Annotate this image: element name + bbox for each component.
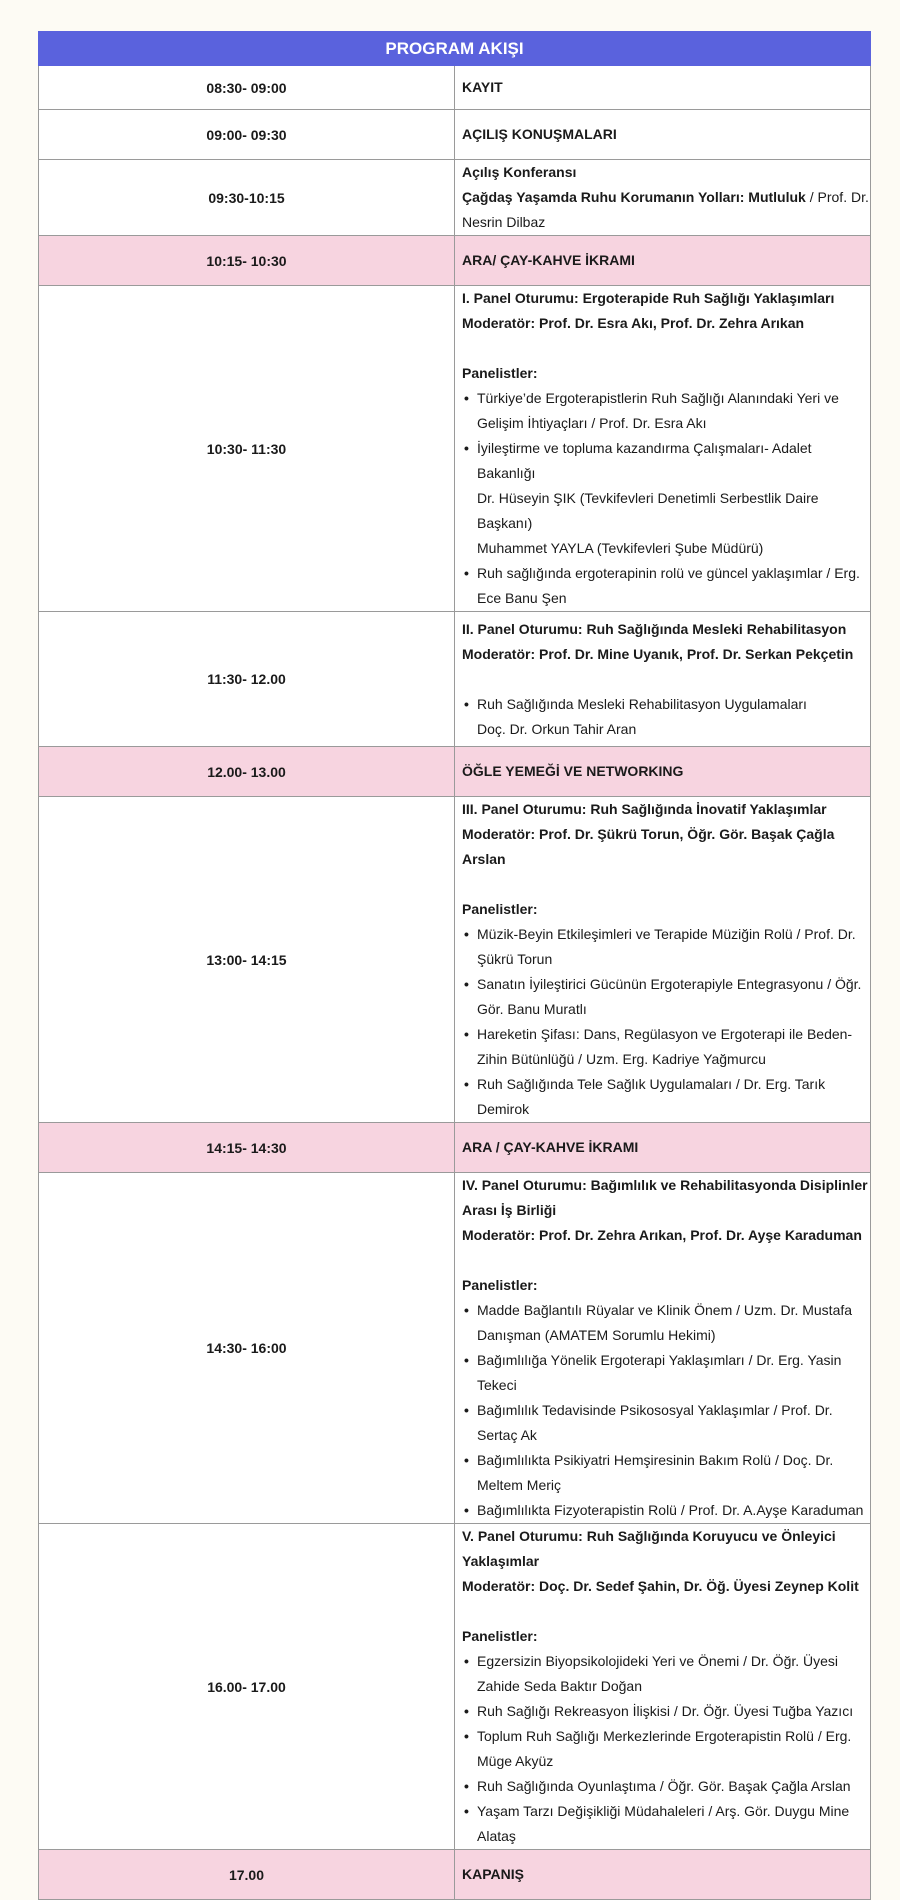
panelist-item [462, 1022, 870, 1072]
session-line: Moderatör: Prof. Dr. Mine Uyanık, Prof. Dr. Serkan Pekçetin [462, 645, 854, 662]
session-heading [462, 897, 870, 922]
panelist-item [462, 561, 870, 611]
panelist-text: Ruh sağlığında ergoterapinin rolü ve güncel yaklaşımlar / Erg. Ece Banu Şen [477, 565, 860, 606]
session-heading [462, 311, 870, 336]
session-heading [462, 248, 870, 273]
session-line: Moderatör: Prof. Dr. Şükrü Torun, Öğr. Gör. Başak Çağla Arslan [462, 826, 835, 867]
session-heading [462, 361, 870, 386]
schedule-row [39, 236, 871, 286]
schedule-row [39, 1173, 871, 1524]
time-cell: 10:30- 11:30 [39, 286, 455, 612]
panelist-text: Bağımlılık Tedavisinde Psikososyal Yaklaşımlar / Prof. Dr. Sertaç Ak [477, 1402, 833, 1443]
panelist-text: Müzik-Beyin Etkileşimleri ve Terapide Müziğin Rolü / Prof. Dr. Şükrü Torun [477, 926, 856, 967]
program-title: PROGRAM AKIŞI [39, 32, 871, 66]
panelist-list [462, 1649, 870, 1849]
schedule-row [39, 612, 871, 747]
session-cell [455, 747, 871, 797]
session-cell [455, 612, 871, 747]
spacer [462, 336, 870, 361]
panelist-item [462, 1298, 870, 1348]
session-heading [462, 1624, 870, 1649]
panelist-list [462, 922, 870, 1122]
time-cell: 13:00- 14:15 [39, 797, 455, 1123]
panelist-item [462, 922, 870, 972]
time-cell: 14:15- 14:30 [39, 1123, 455, 1173]
time-cell: 09:30-10:15 [39, 160, 455, 236]
time-cell: 10:15- 10:30 [39, 236, 455, 286]
speaker-name: / Prof. Dr. Nesrin Dilbaz [462, 189, 869, 230]
session-line: ÖĞLE YEMEĞİ VE NETWORKING [462, 763, 684, 779]
time-cell: 16.00- 17.00 [39, 1524, 455, 1850]
session-cell [455, 236, 871, 286]
time-cell: 12.00- 13.00 [39, 747, 455, 797]
time-cell: 17.00 [39, 1850, 455, 1900]
session-heading [462, 759, 870, 784]
panelist-item [462, 436, 870, 561]
panelist-list [462, 692, 870, 742]
schedule-row [39, 747, 871, 797]
session-cell [455, 1524, 871, 1850]
session-heading [462, 642, 870, 667]
session-line: Moderatör: Prof. Dr. Esra Akı, Prof. Dr. Zehra Arıkan [462, 315, 805, 331]
session-heading [462, 1862, 870, 1887]
session-heading [462, 160, 870, 185]
session-heading [462, 1223, 870, 1248]
program-header-row [39, 32, 871, 66]
session-line: Panelistler: [462, 365, 538, 381]
session-line: KAPANIŞ [462, 1866, 524, 1882]
panelist-list [462, 386, 870, 611]
session-line: Panelistler: [462, 1628, 538, 1644]
session-heading [462, 75, 870, 100]
schedule-row [39, 160, 871, 236]
session-line: AÇILIŞ KONUŞMALARI [462, 126, 617, 142]
panelist-text: Ruh Sağlığında Tele Sağlık Uygulamaları / Dr. Erg. Tarık Demirok [477, 1076, 826, 1117]
spacer [462, 667, 870, 692]
session-cell [455, 66, 871, 110]
session-heading [462, 1524, 870, 1574]
panelist-subline: Doç. Dr. Orkun Tahir Aran [477, 720, 637, 737]
panelist-item [462, 972, 870, 1022]
panelist-list [462, 1298, 870, 1523]
panelist-text: Toplum Ruh Sağlığı Merkezlerinde Ergoterapistin Rolü / Erg. Müge Akyüz [477, 1728, 852, 1769]
panelist-text: Ruh Sağlığı Rekreasyon İlişkisi / Dr. Öğr. Üyesi Tuğba Yazıcı [477, 1703, 854, 1719]
session-heading [462, 185, 870, 235]
panelist-item [462, 1348, 870, 1398]
time-cell: 11:30- 12.00 [39, 612, 455, 747]
session-cell [455, 110, 871, 160]
panelist-item [462, 1448, 870, 1498]
spacer [462, 1248, 870, 1273]
session-line: ARA / ÇAY-KAHVE İKRAMI [462, 1139, 639, 1155]
session-heading [462, 1574, 870, 1599]
session-line: Moderatör: Prof. Dr. Zehra Arıkan, Prof. Dr. Ayşe Karaduman [462, 1227, 862, 1243]
session-cell [455, 1850, 871, 1900]
panelist-text: Egzersizin Biyopsikolojideki Yeri ve Önemi / Dr. Öğr. Üyesi Zahide Seda Baktır Doğan [477, 1653, 839, 1694]
schedule-row [39, 110, 871, 160]
session-cell [455, 1173, 871, 1524]
session-heading [462, 122, 870, 147]
panelist-subline: Muhammet YAYLA (Tevkifevleri Şube Müdürü) [477, 540, 764, 556]
panelist-item [462, 1072, 870, 1122]
session-line: IV. Panel Oturumu: Bağımlılık ve Rehabilitasyonda Disiplinler Arası İş Birliği [462, 1177, 868, 1218]
panelist-item [462, 1699, 870, 1724]
session-cell [455, 160, 871, 236]
program-table [38, 31, 871, 1900]
session-heading [462, 1173, 870, 1223]
schedule-row [39, 797, 871, 1123]
session-line: Moderatör: Doç. Dr. Sedef Şahin, Dr. Öğ. Üyesi Zeynep Kolit [462, 1578, 859, 1594]
panelist-item [462, 1799, 870, 1849]
panelist-text: Bağımlılıkta Psikiyatri Hemşiresinin Bakım Rolü / Doç. Dr. Meltem Meriç [477, 1452, 834, 1493]
panelist-item [462, 386, 870, 436]
session-line: ARA/ ÇAY-KAHVE İKRAMI [462, 252, 635, 268]
session-line: V. Panel Oturumu: Ruh Sağlığında Koruyucu ve Önleyici Yaklaşımlar [462, 1528, 836, 1569]
schedule-row [39, 1850, 871, 1900]
session-cell [455, 286, 871, 612]
panelist-item [462, 1649, 870, 1699]
schedule-row [39, 66, 871, 110]
session-line: Panelistler: [462, 1277, 538, 1293]
session-heading [462, 1273, 870, 1298]
session-heading [462, 1135, 870, 1160]
session-line: Açılış Konferansı [462, 164, 577, 180]
session-heading [462, 822, 870, 872]
session-line: Panelistler: [462, 901, 538, 917]
time-cell: 09:00- 09:30 [39, 110, 455, 160]
session-line: II. Panel Oturumu: Ruh Sağlığında Mesleki Rehabilitasyon [462, 620, 847, 637]
panelist-text: Madde Bağlantılı Rüyalar ve Klinik Önem / Uzm. Dr. Mustafa Danışman (AMATEM Sorumlu Hekimi) [477, 1302, 853, 1343]
panelist-text: Sanatın İyileştirici Gücünün Ergoterapiyle Entegrasyonu / Öğr. Gör. Banu Muratlı [477, 976, 862, 1017]
session-heading [462, 797, 870, 822]
session-heading [462, 617, 870, 642]
session-line: Çağdaş Yaşamda Ruhu Korumanın Yolları: Mutluluk [462, 189, 806, 205]
session-cell [455, 1123, 871, 1173]
session-line: I. Panel Oturumu: Ergoterapide Ruh Sağlığı Yaklaşımları [462, 290, 835, 306]
program-body [39, 66, 871, 1900]
panelist-text: Bağımlılıkta Fizyoterapistin Rolü / Prof. Dr. A.Ayşe Karaduman [477, 1502, 864, 1518]
panelist-subline: Dr. Hüseyin ŞIK (Tevkifevleri Denetimli Serbestlik Daire Başkanı) [477, 490, 819, 531]
panelist-text: Ruh Sağlığında Mesleki Rehabilitasyon Uygulamaları [477, 695, 807, 712]
session-cell [455, 797, 871, 1123]
panelist-item [462, 1774, 870, 1799]
schedule-row [39, 286, 871, 612]
time-cell: 08:30- 09:00 [39, 66, 455, 110]
panelist-text: Bağımlılığa Yönelik Ergoterapi Yaklaşımları / Dr. Erg. Yasin Tekeci [477, 1352, 842, 1393]
panelist-text: Türkiye’de Ergoterapistlerin Ruh Sağlığı Alanındaki Yeri ve Gelişim İhtiyaçları / Prof. Dr. Esra Akı [477, 390, 839, 431]
panelist-item [462, 1724, 870, 1774]
schedule-row [39, 1524, 871, 1850]
time-cell: 14:30- 16:00 [39, 1173, 455, 1524]
schedule-row [39, 1123, 871, 1173]
session-heading [462, 286, 870, 311]
panelist-item [462, 692, 870, 742]
spacer [462, 1599, 870, 1624]
panelist-text: Hareketin Şifası: Dans, Regülasyon ve Ergoterapi ile Beden-Zihin Bütünlüğü / Uzm. Erg. Kadriye Yağmurcu [477, 1026, 853, 1067]
panelist-text: İyileştirme ve topluma kazandırma Çalışmaları- Adalet Bakanlığı [477, 440, 812, 481]
panelist-text: Ruh Sağlığında Oyunlaştıma / Öğr. Gör. Başak Çağla Arslan [477, 1778, 851, 1794]
session-line: KAYIT [462, 79, 503, 95]
spacer [462, 872, 870, 897]
panelist-text: Yaşam Tarzı Değişikliği Müdahaleleri / Arş. Gör. Duygu Mine Alataş [477, 1803, 850, 1844]
panelist-item [462, 1398, 870, 1448]
session-line: III. Panel Oturumu: Ruh Sağlığında İnovatif Yaklaşımlar [462, 801, 827, 817]
panelist-item [462, 1498, 870, 1523]
